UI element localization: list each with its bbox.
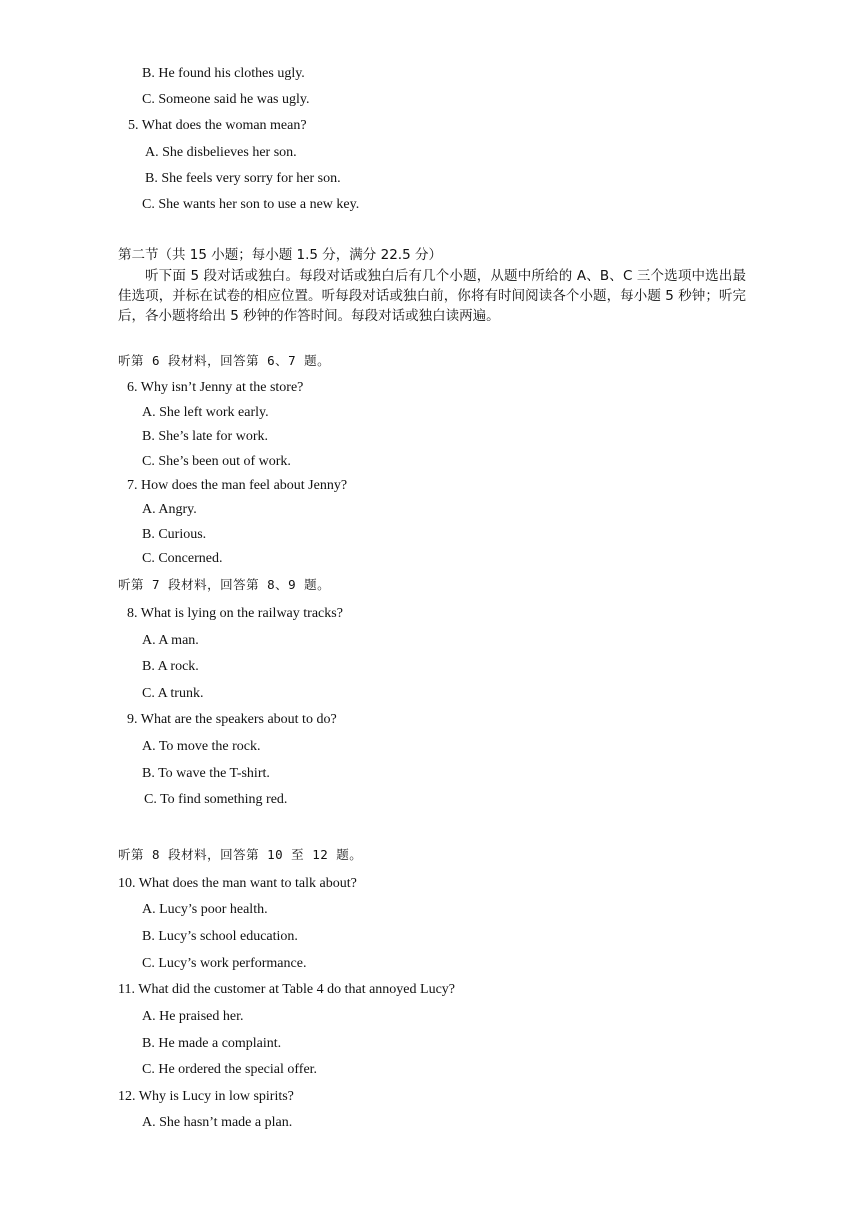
q6-option-a: A. She left work early. — [142, 405, 269, 420]
q5-question: 5. What does the woman mean? — [128, 118, 307, 133]
q9-option-c: C. To find something red. — [144, 792, 288, 807]
q10-option-c: C. Lucy’s work performance. — [142, 956, 307, 971]
q5-option-b: B. She feels very sorry for her son. — [145, 171, 341, 186]
section2-instructions: 听下面 5 段对话或独白。每段对话或独白后有几个小题，从题中所给的 A、B、C 三个选项中选出最佳选项，并标在试卷的相应位置。听每段对话或独白前，你将有时间阅读各个小题，每小题 5 秒钟；听完后，各小题将给出 5 秒钟的作答时间。每段对话或独白读两遍。 — [118, 268, 746, 324]
q5-option-a: A. She disbelieves her son. — [145, 145, 297, 160]
q8-option-a: A. A man. — [142, 633, 199, 648]
q11-option-a: A. He praised her. — [142, 1009, 244, 1024]
q10-option-a: A. Lucy’s poor health. — [142, 902, 268, 917]
material8-label: 听第 8 段材料，回答第 10 至 12 题。 — [118, 847, 363, 862]
q9-option-b: B. To wave the T-shirt. — [142, 766, 270, 781]
q12-option-a: A. She hasn’t made a plan. — [142, 1115, 293, 1130]
q11-question: 11. What did the customer at Table 4 do that annoyed Lucy? — [118, 982, 455, 997]
q7-question: 7. How does the man feel about Jenny? — [127, 478, 348, 493]
q7-option-b: B. Curious. — [142, 527, 207, 542]
q12-question: 12. Why is Lucy in low spirits? — [118, 1089, 294, 1104]
q6-option-b: B. She’s late for work. — [142, 429, 268, 444]
q5-option-c: C. She wants her son to use a new key. — [142, 197, 360, 212]
q9-option-a: A. To move the rock. — [142, 739, 261, 754]
q6-option-c: C. She’s been out of work. — [142, 454, 291, 469]
section2-heading: 第二节（共 15 小题；每小题 1.5 分，满分 22.5 分） — [118, 247, 442, 263]
q7-option-a: A. Angry. — [142, 502, 197, 517]
q6-question: 6. Why isn’t Jenny at the store? — [127, 380, 304, 395]
q10-option-b: B. Lucy’s school education. — [142, 929, 298, 944]
q4-option-b: B. He found his clothes ugly. — [142, 66, 305, 81]
q8-option-b: B. A rock. — [142, 659, 199, 674]
material6-label: 听第 6 段材料，回答第 6、7 题。 — [118, 353, 331, 368]
q8-option-c: C. A trunk. — [142, 686, 204, 701]
q9-question: 9. What are the speakers about to do? — [127, 712, 337, 727]
material7-label: 听第 7 段材料，回答第 8、9 题。 — [118, 577, 331, 592]
q11-option-c: C. He ordered the special offer. — [142, 1062, 318, 1077]
q11-option-b: B. He made a complaint. — [142, 1036, 282, 1051]
q4-option-c: C. Someone said he was ugly. — [142, 92, 310, 107]
q10-question: 10. What does the man want to talk about? — [118, 876, 357, 891]
q8-question: 8. What is lying on the railway tracks? — [127, 606, 343, 621]
q7-option-c: C. Concerned. — [142, 551, 223, 566]
